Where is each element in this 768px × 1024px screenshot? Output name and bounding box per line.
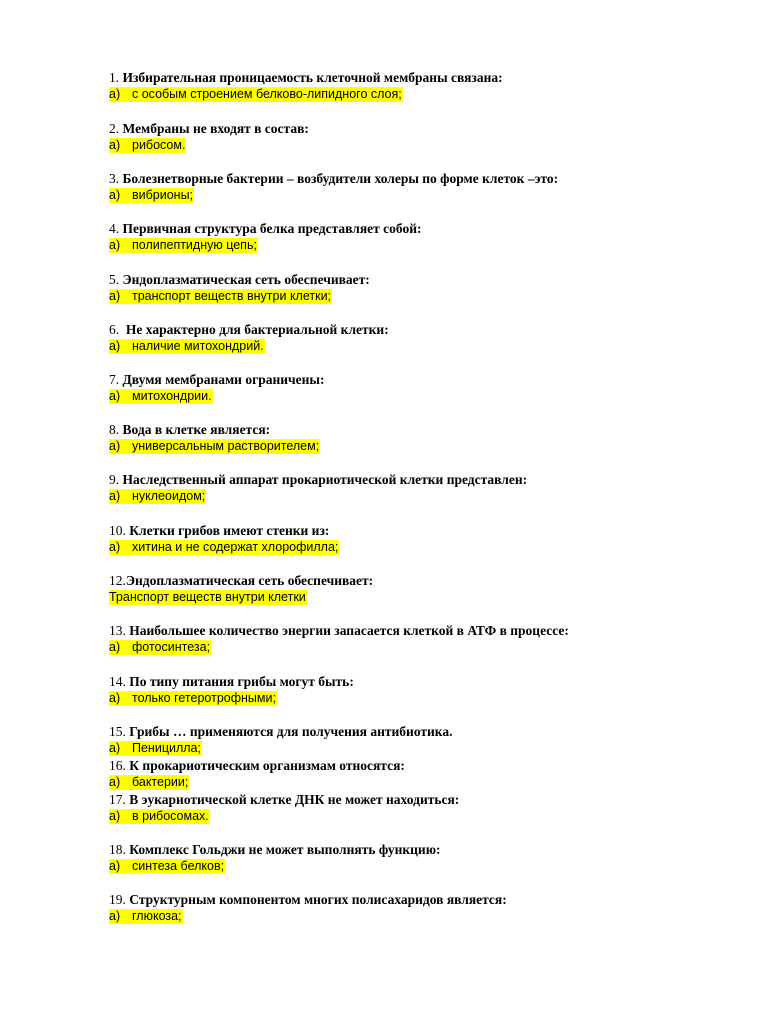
answer-line — [109, 589, 749, 606]
question-title — [109, 120, 749, 137]
answer-letter: а) — [109, 859, 121, 873]
question-text: Не характерно для бактериальной клетки: — [125, 322, 389, 337]
answer-line — [109, 288, 749, 305]
answer-text: Транспорт веществ внутри клетки — [109, 590, 306, 604]
question-text: Наибольшее количество энергии запасается клеткой в АТФ в процессе: — [129, 623, 569, 638]
answer-line — [109, 137, 749, 154]
highlighted-answer — [109, 188, 194, 203]
answer-line — [109, 187, 749, 204]
question-number: 5. — [109, 272, 120, 287]
question-title — [109, 572, 749, 589]
question-text: Избирательная проницаемость клеточной мембраны связана: — [122, 70, 503, 85]
highlighted-answer — [109, 775, 189, 790]
question-title — [109, 271, 749, 288]
answer-text: синтеза белков; — [132, 859, 225, 873]
question-text: Комплекс Гольджи не может выполнять функцию: — [129, 842, 441, 857]
question-text: Наследственный аппарат прокариотической клетки представлен: — [122, 472, 528, 487]
answer-letter: а) — [109, 640, 121, 654]
question-block — [109, 321, 749, 355]
question-number: 19. — [109, 892, 126, 907]
highlighted-answer — [109, 439, 320, 454]
answer-text: в рибосомах. — [132, 809, 209, 823]
answer-letter: а) — [109, 339, 121, 353]
question-text: Грибы … применяются для получения антибиотика. — [129, 724, 453, 739]
highlighted-answer — [109, 489, 206, 504]
question-number: 13. — [109, 623, 126, 638]
answer-line — [109, 740, 749, 757]
question-text: К прокариотическим организмам относятся: — [129, 758, 405, 773]
highlighted-answer — [109, 339, 265, 354]
answer-text: глюкоза; — [132, 909, 182, 923]
answer-text: универсальным растворителем; — [132, 439, 320, 453]
answer-letter: а) — [109, 691, 121, 705]
highlighted-answer — [109, 590, 307, 605]
answer-line — [109, 86, 749, 103]
answer-text: фотосинтеза; — [132, 640, 211, 654]
question-block — [109, 170, 749, 204]
question-block — [109, 841, 749, 875]
highlighted-answer — [109, 87, 403, 102]
question-title — [109, 723, 749, 740]
question-number: 1. — [109, 70, 120, 85]
answer-text: полипептидную цепь; — [132, 238, 257, 252]
answer-line — [109, 774, 749, 791]
answer-text: только гетеротрофными; — [132, 691, 276, 705]
question-number: 7. — [109, 372, 120, 387]
answer-letter: а) — [109, 741, 121, 755]
question-text: Первичная структура белка представляет собой: — [122, 221, 422, 236]
highlighted-answer — [109, 138, 186, 153]
question-block — [109, 622, 749, 656]
question-block — [109, 522, 749, 556]
question-block — [109, 220, 749, 254]
question-text: Структурным компонентом многих полисахаридов является: — [129, 892, 507, 907]
answer-line — [109, 858, 749, 875]
question-number: 10. — [109, 523, 126, 538]
question-title — [109, 471, 749, 488]
question-number: 4. — [109, 221, 120, 236]
question-number: 14. — [109, 674, 126, 689]
question-title — [109, 673, 749, 690]
question-block — [109, 572, 749, 606]
question-text: Эндоплазматическая сеть обеспечивает: — [122, 272, 370, 287]
answer-text: нуклеоидом; — [132, 489, 206, 503]
question-text: Двумя мембранами ограничены: — [122, 372, 325, 387]
answer-line — [109, 539, 749, 556]
question-number: 17. — [109, 792, 126, 807]
question-title — [109, 321, 749, 338]
question-block — [109, 120, 749, 154]
question-text: Мембраны не входят в состав: — [122, 121, 309, 136]
answer-text: бактерии; — [132, 775, 189, 789]
question-number: 12. — [109, 573, 126, 588]
answer-text: наличие митохондрий. — [132, 339, 264, 353]
question-title — [109, 791, 749, 808]
answer-line — [109, 808, 749, 825]
question-number: 18. — [109, 842, 126, 857]
answer-letter: а) — [109, 809, 121, 823]
answer-text: вибрионы; — [132, 188, 194, 202]
answer-letter: а) — [109, 87, 121, 101]
question-text: Болезнетворные бактерии – возбудители холеры по форме клеток –это: — [122, 171, 559, 186]
question-title — [109, 891, 749, 908]
answer-letter: а) — [109, 289, 121, 303]
answer-text: с особым строением белково-липидного слоя; — [132, 87, 402, 101]
question-title — [109, 371, 749, 388]
answer-letter: а) — [109, 489, 121, 503]
answer-letter: а) — [109, 439, 121, 453]
question-block — [109, 673, 749, 707]
question-block — [109, 69, 749, 103]
question-block — [109, 891, 749, 925]
question-block — [109, 371, 749, 405]
question-block — [109, 723, 749, 757]
question-number: 3. — [109, 171, 120, 186]
answer-line — [109, 388, 749, 405]
question-number: 6. — [109, 322, 120, 337]
question-text: По типу питания грибы могут быть: — [129, 674, 354, 689]
answer-letter: а) — [109, 138, 121, 152]
question-title — [109, 421, 749, 438]
answer-line — [109, 690, 749, 707]
answer-line — [109, 488, 749, 505]
highlighted-answer — [109, 909, 183, 924]
question-block — [109, 791, 749, 825]
answer-line — [109, 639, 749, 656]
question-number: 2. — [109, 121, 120, 136]
answer-letter: а) — [109, 389, 121, 403]
question-text: Клетки грибов имеют стенки из: — [129, 523, 330, 538]
answer-letter: а) — [109, 540, 121, 554]
highlighted-answer — [109, 640, 211, 655]
question-number: 9. — [109, 472, 120, 487]
question-number: 16. — [109, 758, 126, 773]
question-number: 15. — [109, 724, 126, 739]
question-text: В эукариотической клетке ДНК не может находиться: — [129, 792, 460, 807]
question-title — [109, 522, 749, 539]
question-title — [109, 220, 749, 237]
answer-line — [109, 237, 749, 254]
answer-line — [109, 438, 749, 455]
answer-letter: а) — [109, 238, 121, 252]
answer-text: хитина и не содержат хлорофилла; — [132, 540, 339, 554]
answer-text: Пеницилла; — [132, 741, 201, 755]
answer-line — [109, 338, 749, 355]
question-title — [109, 757, 749, 774]
highlighted-answer — [109, 389, 213, 404]
question-block — [109, 271, 749, 305]
answer-letter: а) — [109, 188, 121, 202]
question-title — [109, 170, 749, 187]
answer-line — [109, 908, 749, 925]
highlighted-answer — [109, 691, 277, 706]
highlighted-answer — [109, 809, 210, 824]
answer-letter: а) — [109, 775, 121, 789]
question-number: 8. — [109, 422, 120, 437]
question-title — [109, 69, 749, 86]
highlighted-answer — [109, 540, 339, 555]
answer-text: рибосом. — [132, 138, 186, 152]
answer-text: митохондрии. — [132, 389, 212, 403]
highlighted-answer — [109, 289, 332, 304]
question-block — [109, 421, 749, 455]
highlighted-answer — [109, 741, 202, 756]
highlighted-answer — [109, 859, 225, 874]
question-text: Вода в клетке является: — [122, 422, 271, 437]
question-title — [109, 841, 749, 858]
question-title — [109, 622, 749, 639]
answer-letter: а) — [109, 909, 121, 923]
question-text: Эндоплазматическая сеть обеспечивает: — [125, 573, 374, 588]
answer-text: транспорт веществ внутри клетки; — [132, 289, 332, 303]
question-block — [109, 757, 749, 791]
question-block — [109, 471, 749, 505]
highlighted-answer — [109, 238, 258, 253]
